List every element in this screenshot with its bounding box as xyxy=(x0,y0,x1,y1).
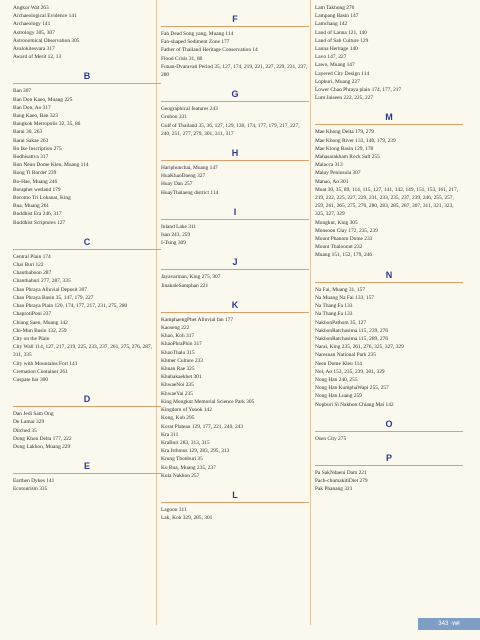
index-entry: Bon Neun Dome Kleu, Muang 114 xyxy=(13,162,89,169)
index-entry: Chao Phraya Alluvial Deposit 307 xyxy=(13,286,87,293)
index-entry: Na Thang Fa 133 xyxy=(315,311,353,318)
index-entry: KraBuri 283, 313, 315 xyxy=(161,439,210,446)
index-entry: Kingdom of Yonok 142 xyxy=(161,407,212,414)
index-entry: Kong, Koh 295 xyxy=(161,415,195,422)
index-entry: City on the Plain xyxy=(13,335,50,342)
index-entry: Buddhist Era 246, 317 xyxy=(13,211,62,218)
index-entry: ChaprotiPoni 237 xyxy=(13,311,52,318)
index-entry: KamphaengPhet Alluvial fan 177 xyxy=(161,316,234,323)
index-entry: Pak Phanang 321 xyxy=(315,486,353,493)
index-entry: HuaKhaoDaeng 327 xyxy=(161,173,206,180)
index-section-header xyxy=(161,254,309,270)
index-entry: Lak, Koh 329, 285, 301 xyxy=(161,515,213,522)
index-entry: Korat Plateau 129, 177, 221, 240, 243 xyxy=(161,423,244,430)
index-entry: Ku Bua, Muang 235, 237 xyxy=(161,464,216,471)
index-entry: HuayThalaeng district 114 xyxy=(161,189,219,196)
index-entry: Layered City Design 114 xyxy=(315,70,370,77)
section-letter: H xyxy=(231,148,239,159)
index-section-header xyxy=(13,234,161,250)
index-entry: Hariphunchai, Muang 147 xyxy=(161,165,218,172)
index-entry: Bangkok Metropolis 32, 35, 86 xyxy=(13,121,81,128)
index-entry: Kaoseng 222 xyxy=(161,325,190,332)
index-entry: Gulf of Thailand 35, 36, 127, 129, 130, 174, 177, 179, 217, 227, 240, 251, 277, 279, 301, 311, 317 xyxy=(161,122,300,137)
index-entry: Bodhisattva 317 xyxy=(13,154,49,161)
index-entry: Central Plain 174 xyxy=(13,253,51,260)
index-entry: Pach-chumakitiDiet 279 xyxy=(315,478,368,485)
index-section-header xyxy=(13,391,161,407)
index-entry: Neen Dome Kleu 114 xyxy=(315,360,362,367)
index-entry: Narai, King 235, 261, 276, 325, 327, 329 xyxy=(315,344,404,351)
section-letter: L xyxy=(232,489,238,500)
index-entry: Gruhon 331 xyxy=(161,114,187,121)
index-entry: Malacca 313 xyxy=(315,162,343,169)
index-entry: Na Muang Na Fai 133, 157 xyxy=(315,294,374,301)
index-entry: Mae Khong River 133, 140, 179, 239 xyxy=(315,137,396,144)
index-entry: Astrology 305, 307 xyxy=(13,29,55,36)
index-section-header xyxy=(161,11,309,27)
index-entry: Bo-Hae, Muang 246 xyxy=(13,178,58,185)
index-entry: Pa SakNdaeni Dam 221 xyxy=(315,469,367,476)
index-entry: Mae Khong Delta 179, 279 xyxy=(315,129,374,136)
index-entry: City Wall 114, 127, 217, 219, 225, 233, 237, 261, 275, 276, 287, 311, 335 xyxy=(13,344,152,359)
index-entry: Khmer Culture 233 xyxy=(161,357,203,364)
index-entry: Barai Sakae 263 xyxy=(13,137,49,144)
index-entry: NakhonRatchasima 115, 239, 276 xyxy=(315,327,389,334)
index-entry: Lavo 147, 227 xyxy=(315,54,347,61)
index-entry: Ecotourism 335 xyxy=(13,486,48,493)
section-letter: P xyxy=(385,452,392,463)
index-entry: KhaoThalu 315 xyxy=(161,349,195,356)
index-entry: Chao Phraya Plain 120, 174, 177, 217, 231, 275, 280 xyxy=(13,303,128,310)
index-entry: Father of Thailand Heritage Conservation 14 xyxy=(161,47,258,54)
index-entry: Bo Ike Inscription 275 xyxy=(13,145,62,152)
index-entry: Chao Phraya Basin 35, 147, 179, 227 xyxy=(13,294,94,301)
index-entry: Chi-Mun Basin 132, 259 xyxy=(13,327,67,334)
index-entry: Kra Isthmus 129, 283, 295, 313 xyxy=(161,448,230,455)
section-letter: O xyxy=(385,418,393,429)
index-entry: Huay Dan 257 xyxy=(161,181,193,188)
index-entry: Fah Dead Song yang, Muang 114 xyxy=(161,31,234,37)
index-entry: Malay Peninsula 307 xyxy=(315,170,361,177)
index-entry: Bang Kaeo, Ban 323 xyxy=(13,113,58,120)
index-entry: Earthen Dykes 141 xyxy=(13,478,55,485)
index-entry: Krung Thonburi 35 xyxy=(161,456,203,463)
section-letter: C xyxy=(83,236,91,247)
index-entry: Cremation Container 261 xyxy=(13,368,68,375)
index-entry: Ban 307 xyxy=(13,88,32,95)
index-entry: King Mongkut Memorial Science Park 305 xyxy=(161,398,255,405)
index-column-2 xyxy=(161,4,309,522)
index-entry: Land of Lanna 121, 140 xyxy=(315,29,367,36)
index-entry: Nopburi Si Nakhon Chiang Mai 142 xyxy=(315,401,394,408)
index-entry: Dan Jedi Sam Ong xyxy=(13,411,54,418)
index-entry: Lawo, Muang 147 xyxy=(315,62,355,69)
index-entry: Ban Don Kaeo, Muang 225 xyxy=(13,96,73,103)
index-entry: Nong Han KumphaWapi 255, 257 xyxy=(315,385,389,392)
index-entry: Isan 243, 259 xyxy=(161,232,191,239)
index-entry: JinakaleSamphan 221 xyxy=(161,282,209,289)
index-entry: Boromo Tri Lokanat, King xyxy=(13,195,71,202)
index-entry: Monsoon Clay 172, 235, 239 xyxy=(315,227,378,234)
index-entry: Jayavarman, King 275, 307 xyxy=(161,274,221,281)
section-letter: K xyxy=(231,299,239,310)
section-letter: B xyxy=(83,71,91,82)
index-section-header xyxy=(13,458,161,474)
index-section-header xyxy=(315,416,463,432)
index-entry: Angkor Wat 263 xyxy=(13,5,49,11)
index-entry: Mae Klong Basin 129, 178 xyxy=(315,145,374,152)
index-entry: Chanthaboon 287 xyxy=(13,270,52,277)
index-entry: NakhonPathom 35, 127 xyxy=(315,319,367,326)
index-entry: Chai Buri 122 xyxy=(13,262,44,269)
index-entry: Land of Sab Culture 129 xyxy=(315,37,369,44)
index-section-header xyxy=(315,109,463,125)
section-letter: D xyxy=(83,394,91,405)
index-entry: Lopburi, Muang 227 xyxy=(315,78,360,85)
index-entry: Khuan Rae 325 xyxy=(161,366,195,373)
index-entry: Flood Crisis 31, 86 xyxy=(161,55,203,62)
index-entry: Naresuan National Park 235 xyxy=(315,352,376,359)
index-entry: Lower Chao Phraya plain 174, 177, 217 xyxy=(315,87,402,94)
index-section-header xyxy=(161,86,309,102)
index-entry: Lagoon 311 xyxy=(161,506,187,513)
index-entry: Bong Ti Border 239 xyxy=(13,170,57,177)
page-number-badge: 343 ·ทศ xyxy=(418,618,480,630)
index-entry: Dong Khon Delta 177, 222 xyxy=(13,435,72,442)
index-entry: KhwaeYai 235 xyxy=(161,390,193,397)
index-section-header xyxy=(161,204,309,220)
section-letter: N xyxy=(385,269,393,280)
index-entry: Mongkut, King 305 xyxy=(315,219,358,226)
index-entry: Lamchang 142 xyxy=(315,21,348,28)
index-entry: Barai 30, 263 xyxy=(13,129,43,136)
index-entry: Chanthaburi 277, 287, 335 xyxy=(13,278,71,285)
index-entry: Astronomical Observation 305 xyxy=(13,37,80,44)
section-letter: J xyxy=(232,257,238,268)
index-entry: Archaeology 141 xyxy=(13,21,51,28)
index-column-3 xyxy=(315,4,463,494)
index-entry: Chiang Saen, Muang 142 xyxy=(13,319,68,326)
index-entry: Bua, Muang 261 xyxy=(13,203,50,210)
index-entry: Kra 311 xyxy=(161,431,179,438)
index-section-header xyxy=(161,145,309,161)
index-entry: Khubakaekhet 301 xyxy=(161,374,202,381)
index-entry: Mount Thaloonut 232 xyxy=(315,244,363,251)
index-entry: Noi, Ao 153, 235, 239, 301, 329 xyxy=(315,368,385,375)
section-letter: E xyxy=(83,461,90,472)
index-entry: Archaeological Evidence 141 xyxy=(13,13,77,20)
index-entry: Muang 151, 152, 179, 246 xyxy=(315,252,373,259)
index-entry: Lampang Basin 147 xyxy=(315,13,359,20)
index-section-header xyxy=(161,297,309,313)
index-entry: Osen City 275 xyxy=(315,435,347,442)
index-entry: Award of Merit 12, 13 xyxy=(13,54,62,61)
section-letter: G xyxy=(231,89,239,100)
index-entry: I-Tsing 309 xyxy=(161,240,186,247)
index-entry: Avalokitesvara 317 xyxy=(13,46,55,53)
index-entry: Funan-Dvaravati Period 35, 127, 174, 219, 221, 227, 229, 231, 237, 280 xyxy=(161,63,308,79)
index-entry: Nong Han Luang 259 xyxy=(315,393,362,400)
index-entry: Nong Han 240, 255 xyxy=(315,376,358,383)
index-entry: Dong Lakhon, Muang 229 xyxy=(13,443,71,450)
index-column-1 xyxy=(13,4,161,494)
index-entry: Lam Takhong 276 xyxy=(315,5,355,11)
section-letter: F xyxy=(232,14,238,24)
index-entry: City with Mountains Fort 141 xyxy=(13,360,78,367)
index-entry: Na Thang Fa 133 xyxy=(315,303,353,310)
index-section-header xyxy=(315,267,463,283)
index-entry: Khao, Koh 317 xyxy=(161,333,195,340)
section-letter: M xyxy=(385,112,393,123)
index-entry: KhaoPhraPhin 317 xyxy=(161,341,202,348)
index-entry: Manao, Ao 301 xyxy=(315,178,349,185)
index-entry: Kula Nakhon 257 xyxy=(161,472,200,479)
index-entry: De Lamar 329 xyxy=(13,419,45,426)
index-entry: Geographical features 243 xyxy=(161,106,218,113)
index-section-header xyxy=(161,487,309,503)
index-entry: Lum Jaiseen 222, 225, 227 xyxy=(315,95,374,102)
index-entry: Inland Lake 311 xyxy=(161,223,197,230)
index-section-header xyxy=(315,450,463,466)
section-letter: I xyxy=(233,206,237,217)
index-entry: NakhonRatchasima 115, 289, 276 xyxy=(315,335,389,342)
index-entry: Moat 30, 35, 89, 114, 115, 127, 141, 142, 149, 151, 153, 161, 217, 219, 222, 225, 227, 229, 231, 233, 235, 237, 239, 246, 255, 257, 259, 261, 265, 275, 276, 280, 283, 285, 287, 307, 311, 321, 323, 325, 327, 329 xyxy=(315,186,459,218)
index-entry: Lanna Heritage 140 xyxy=(315,46,358,53)
index-entry: Mount Phanom Dome 233 xyxy=(315,236,373,243)
index-entry: Cuspate bar 300 xyxy=(13,376,49,383)
index-entry: KhwaeNoi 235 xyxy=(161,382,194,389)
index-entry: Ban Don, Ao 317 xyxy=(13,104,51,111)
column-divider xyxy=(310,0,311,625)
index-entry: Ditched 35 xyxy=(13,427,37,434)
index-section-header xyxy=(13,68,161,84)
index-entry: Na Fai, Muang 31, 157 xyxy=(315,286,366,293)
index-entry: Mahasarakham Rock Salt 255 xyxy=(315,154,380,161)
index-entry: Fan-shaped Sediment Zone 177 xyxy=(161,39,230,46)
index-entry: Buddhist Scriptures 127 xyxy=(13,219,66,226)
index-entry: Boraphet wetland 179 xyxy=(13,186,61,193)
